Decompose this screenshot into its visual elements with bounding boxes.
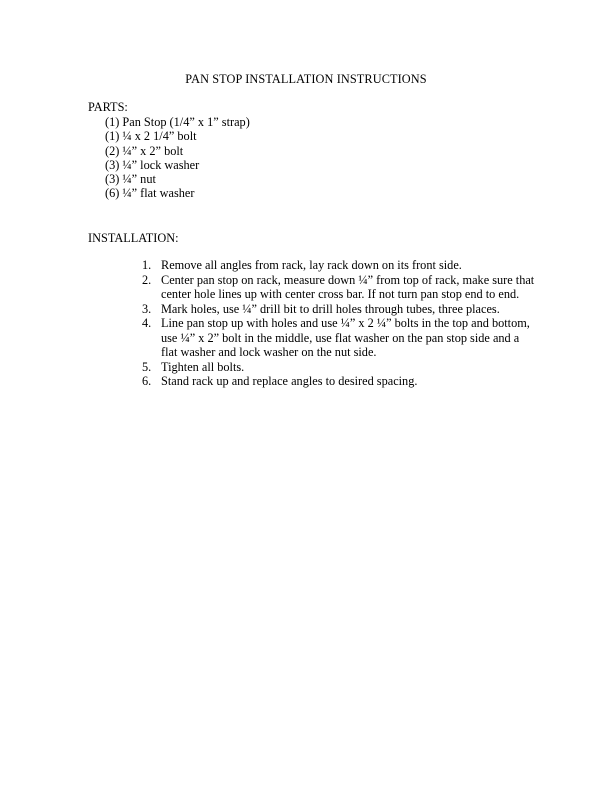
parts-list-item: (3) ¼” lock washer [105, 157, 200, 172]
parts-list [105, 115, 250, 201]
step-number: 3. [142, 301, 152, 316]
step-number: 4. [142, 316, 152, 330]
installation-step [142, 258, 537, 273]
installation-step [142, 273, 537, 302]
step-number: 2. [142, 272, 152, 287]
parts-list-item: (2) ¼” x 2” bolt [105, 143, 184, 158]
parts-list-item: (1) ¼ x 2 1/4” bolt [105, 129, 197, 144]
parts-list-item: (6) ¼” flat washer [105, 186, 195, 201]
installation-step [142, 316, 537, 360]
step-text: Mark holes, use ¼” drill bit to drill holes through tubes, three places. [161, 301, 500, 316]
step-text: Line pan stop up with holes and use ¼” x 2 ¼” bolts in the top and bottom, use ¼” x 2” bolt in the middle, use flat washer on the pan stop side and a flat washer and lock washer on the nut side. [161, 316, 530, 359]
step-text: Remove all angles from rack, lay rack down on its front side. [161, 258, 462, 272]
parts-list-item: (1) Pan Stop (1/4” x 1” strap) [105, 115, 250, 129]
step-number: 6. [142, 374, 152, 388]
installation-heading: INSTALLATION: [88, 231, 179, 245]
step-text: Center pan stop on rack, measure down ¼” from top of rack, make sure that center hole lines up with center cross bar. If not turn pan stop end to end. [161, 272, 535, 301]
parts-list-item: (3) ¼” nut [105, 172, 156, 187]
installation-step [142, 374, 537, 389]
parts-heading: PARTS: [88, 100, 128, 114]
document-title: PAN STOP INSTALLATION INSTRUCTIONS [185, 72, 427, 86]
installation-steps [142, 258, 537, 389]
step-number: 1. [142, 258, 152, 272]
installation-step [142, 302, 537, 317]
step-text: Stand rack up and replace angles to desired spacing. [161, 374, 418, 388]
step-text: Tighten all bolts. [161, 359, 245, 374]
step-number: 5. [142, 359, 152, 374]
installation-step [142, 360, 537, 375]
